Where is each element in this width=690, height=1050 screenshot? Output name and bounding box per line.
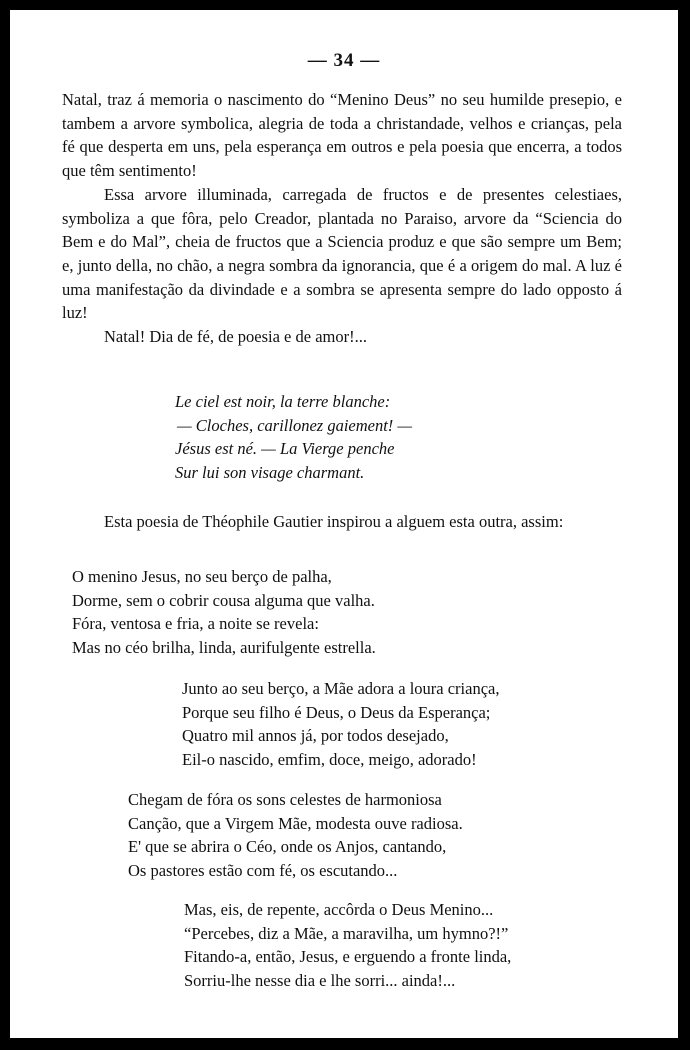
stanza-1 <box>72 565 376 660</box>
stanza-4-line-2: “Percebes, diz a Mãe, a maravilha, um hymno?!” <box>184 923 509 943</box>
french-line-4: Sur lui son visage charmant. <box>175 462 365 482</box>
stanza-2 <box>182 677 499 772</box>
paragraph-2: Essa arvore illuminada, carregada de fructos e de presentes celestiaes, symboliza a que fôra, pelo Creador, plantada no Paraiso, arvore da “Sciencia do Bem e do Mal”, cheia de fructos que a Sciencia produz e que são sempre um Bem; e, junto della, no chão, a negra sombra da ignorancia, que é a origem do mal. A luz é uma manifestação da divindade e a sombra se apresenta sempre do lado opposto á luz! <box>62 184 622 323</box>
french-line-3: Jésus est né. — La Vierge penche <box>175 439 395 458</box>
french-stanza <box>175 390 412 484</box>
stanza-4 <box>184 898 511 993</box>
stanza-2-line-2: Porque seu filho é Deus, o Deus da Esperança; <box>182 702 491 722</box>
stanza-3-line-1: Chegam de fóra os sons celestes de harmoniosa <box>128 790 442 809</box>
stanza-1-line-3: Fóra, ventosa e fria, a noite se revela: <box>72 614 319 634</box>
page-number: — 34 — <box>307 50 381 71</box>
stanza-1-line-2: Dorme, sem o cobrir cousa alguma que valha. <box>72 590 375 610</box>
stanza-4-line-1: Mas, eis, de repente, accôrda o Deus Menino... <box>184 900 494 919</box>
prose-block <box>62 88 622 349</box>
stanza-3-line-3: E' que se abrira o Céo, onde os Anjos, cantando, <box>128 837 447 857</box>
french-line-1: Le ciel est noir, la terre blanche: <box>175 392 391 411</box>
intro-block <box>62 510 622 534</box>
stanza-4-line-3: Fitando-a, então, Jesus, e erguendo a fronte linda, <box>184 947 512 967</box>
paragraph-3: Natal! Dia de fé, de poesia e de amor!... <box>104 327 367 347</box>
paragraph-1: Natal, traz á memoria o nascimento do “Menino Deus” no seu humilde presepio, e tambem a arvore symbolica, alegria de toda a christandade, velhos e crianças, pela fé que desperta em uns, pela esperança em outros e pela poesia que encerra, a todos que têm sentimento! <box>62 90 622 181</box>
stanza-2-line-1: Junto ao seu berço, a Mãe adora a loura criança, <box>182 679 500 698</box>
french-line-2: — Cloches, carillonez gaiement! — <box>177 415 413 435</box>
intro-line: Esta poesia de Théophile Gautier inspirou a alguem esta outra, assim: <box>104 512 564 531</box>
stanza-3-line-4: Os pastores estão com fé, os escutando... <box>128 861 398 881</box>
stanza-1-line-4: Mas no céo brilha, linda, aurifulgente estrella. <box>72 638 376 658</box>
stanza-1-line-1: O menino Jesus, no seu berço de palha, <box>72 567 332 586</box>
stanza-2-line-3: Quatro mil annos já, por todos desejado, <box>182 726 449 746</box>
stanza-4-line-4: Sorriu-lhe nesse dia e lhe sorri... ainda!... <box>184 971 456 991</box>
stanza-3-line-2: Canção, que a Virgem Mãe, modesta ouve radiosa. <box>128 813 463 833</box>
stanza-2-line-4: Eil-o nascido, emfim, doce, meigo, adorado! <box>182 750 477 770</box>
book-page <box>10 10 678 1038</box>
stanza-3 <box>128 788 463 883</box>
